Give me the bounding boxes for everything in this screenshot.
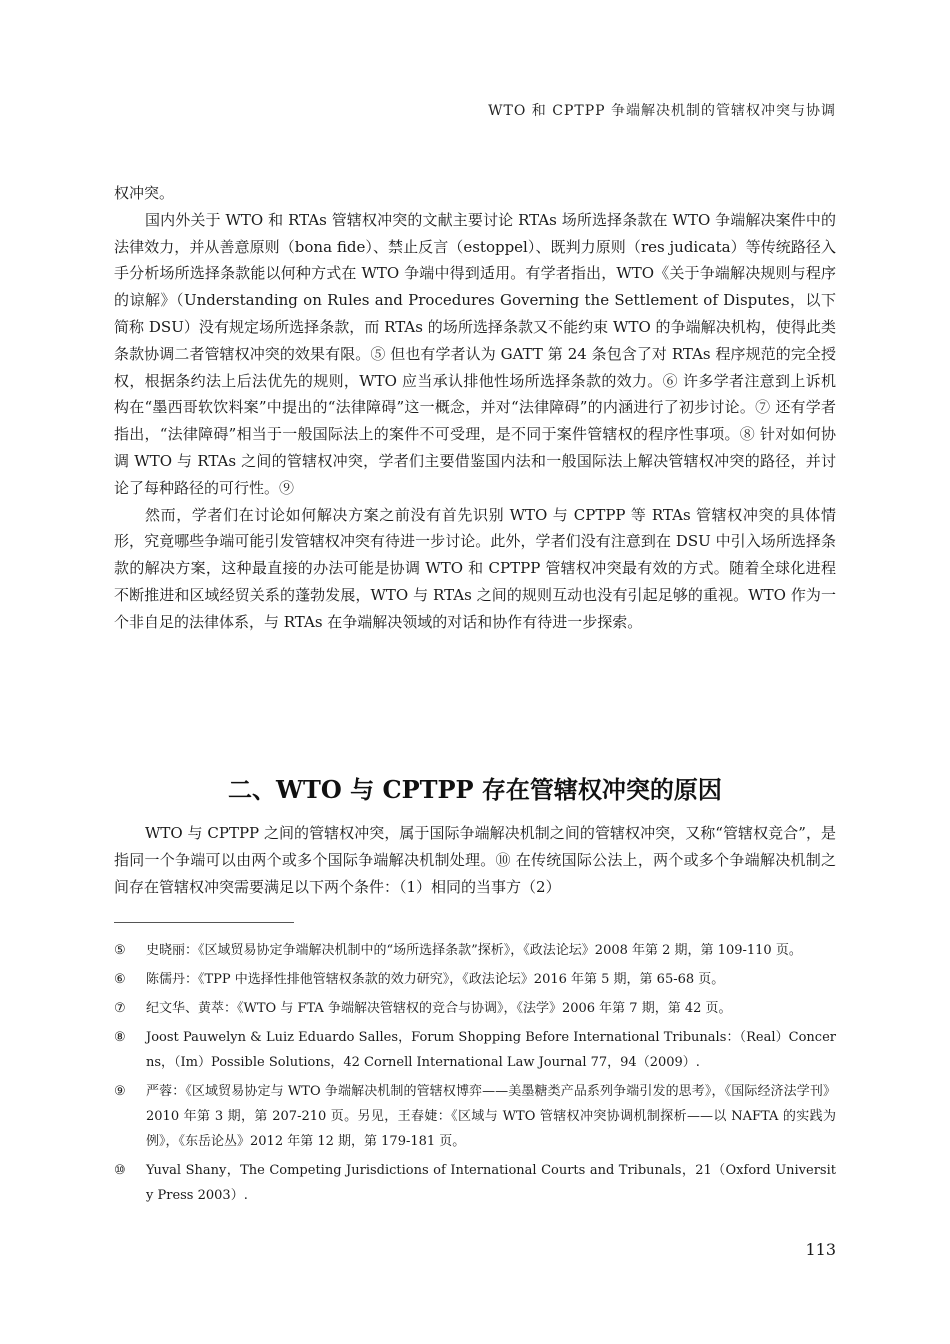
footnote-number: ⑦ (114, 1001, 126, 1016)
footnote-number: ⑨ (114, 1084, 126, 1099)
footnote-text: 严蓉：《区域贸易协定与 WTO 争端解决机制的管辖权博弈——美墨糖类产品系列争端引发的思考》，《国际经济法学刊》2010 年第 3 期，第 207-210 页。另见，王春婕：《区域与 WTO 管辖权冲突协调机制探析——以 NAFTA 的实践为例》，《东岳论丛》2012 年第 12 期，第 179-181 页。 (146, 1084, 836, 1149)
footnote-divider (114, 922, 294, 923)
footnote (114, 996, 836, 1021)
running-header: WTO 和 CPTPP 争端解决机制的管辖权冲突与协调 (488, 103, 836, 119)
body-text-intro (114, 180, 836, 636)
footnote-text: 纪文华、黄萃：《WTO 与 FTA 争端解决管辖权的竞合与协调》，《法学》2006 年第 7 期，第 42 页。 (146, 1001, 732, 1016)
paragraph: 权冲突。 (114, 184, 175, 202)
footnote-number: ⑩ (114, 1163, 126, 1178)
footnote (114, 1158, 836, 1208)
footnotes (114, 938, 836, 1212)
footnote-text: Joost Pauwelyn & Luiz Eduardo Salles，Forum Shopping Before International Tribunals：（Real）Concerns，（Im）Possible Solutions，42 Cornell International Law Journal 77，94（2009）. (146, 1030, 836, 1070)
body-text-section (114, 820, 836, 900)
footnote-number: ⑤ (114, 943, 126, 958)
footnote (114, 967, 836, 992)
paragraph: WTO 与 CPTPP 之间的管辖权冲突，属于国际争端解决机制之间的管辖权冲突，又称“管辖权竞合”，是指同一个争端可以由两个或多个国际争端解决机制处理。⑩ 在传统国际公法上，两个或多个争端解决机制之间存在管辖权冲突需要满足以下两个条件：（1）相同的当事方（2） (114, 824, 836, 896)
footnote-text: 陈儒丹：《TPP 中选择性排他管辖权条款的效力研究》，《政法论坛》2016 年第 5 期，第 65-68 页。 (146, 972, 725, 987)
footnote-number: ⑧ (114, 1030, 126, 1045)
paragraph: 国内外关于 WTO 和 RTAs 管辖权冲突的文献主要讨论 RTAs 场所选择条款在 WTO 争端解决案件中的法律效力，并从善意原则（bona fide）、禁止反言（estoppel）、既判力原则（res judicata）等传统路径入手分析场所选择条款能以何种方式在 WTO 争端中得到适用。有学者指出，WTO《关于争端解决规则与程序的谅解》（Understanding on Rules and Procedures Governing the Settlement of Disputes，以下简称 DSU）没有规定场所选择条款，而 RTAs 的场所选择条款又不能约束 WTO 的争端解决机构，使得此类条款协调二者管辖权冲突的效果有限。⑤ 但也有学者认为 GATT 第 24 条包含了对 RTAs 程序规范的完全授权，根据条约法上后法优先的规则，WTO 应当承认排他性场所选择条款的效力。⑥ 许多学者注意到上诉机构在“墨西哥软饮料案”中提出的“法律障碍”这一概念，并对“法律障碍”的内涵进行了初步讨论。⑦ 还有学者指出，“法律障碍”相当于一般国际法上的案件不可受理，是不同于案件管辖权的程序性事项。⑧ 针对如何协调 WTO 与 RTAs 之间的管辖权冲突，学者们主要借鉴国内法和一般国际法上解决管辖权冲突的路径，并讨论了每种路径的可行性。⑨ (114, 210, 836, 497)
footnote (114, 1079, 836, 1154)
footnote-text: 史晓丽：《区域贸易协定争端解决机制中的“场所选择条款”探析》，《政法论坛》2008 年第 2 期，第 109-110 页。 (146, 943, 802, 958)
page-number: 113 (805, 1240, 836, 1259)
footnote (114, 938, 836, 963)
footnote-text: Yuval Shany，The Competing Jurisdictions of International Courts and Tribunals，21（Oxford University Press 2003）. (146, 1163, 836, 1203)
footnote-number: ⑥ (114, 972, 126, 987)
paragraph: 然而，学者们在讨论如何解决方案之前没有首先识别 WTO 与 CPTPP 等 RTAs 管辖权冲突的具体情形，究竟哪些争端可能引发管辖权冲突有待进一步讨论。此外，学者们没有注意到在 DSU 中引入场所选择条款的解决方案，这种最直接的办法可能是协调 WTO 和 CPTPP 管辖权冲突最有效的方式。随着全球化进程不断推进和区域经贸关系的蓬勃发展，WTO 与 RTAs 之间的规则互动也没有引起足够的重视。WTO 作为一个非自足的法律体系，与 RTAs 在争端解决领域的对话和协作有待进一步探索。 (114, 505, 836, 631)
section-title: 二、WTO 与 CPTPP 存在管辖权冲突的原因 (228, 774, 722, 804)
footnote (114, 1025, 836, 1075)
